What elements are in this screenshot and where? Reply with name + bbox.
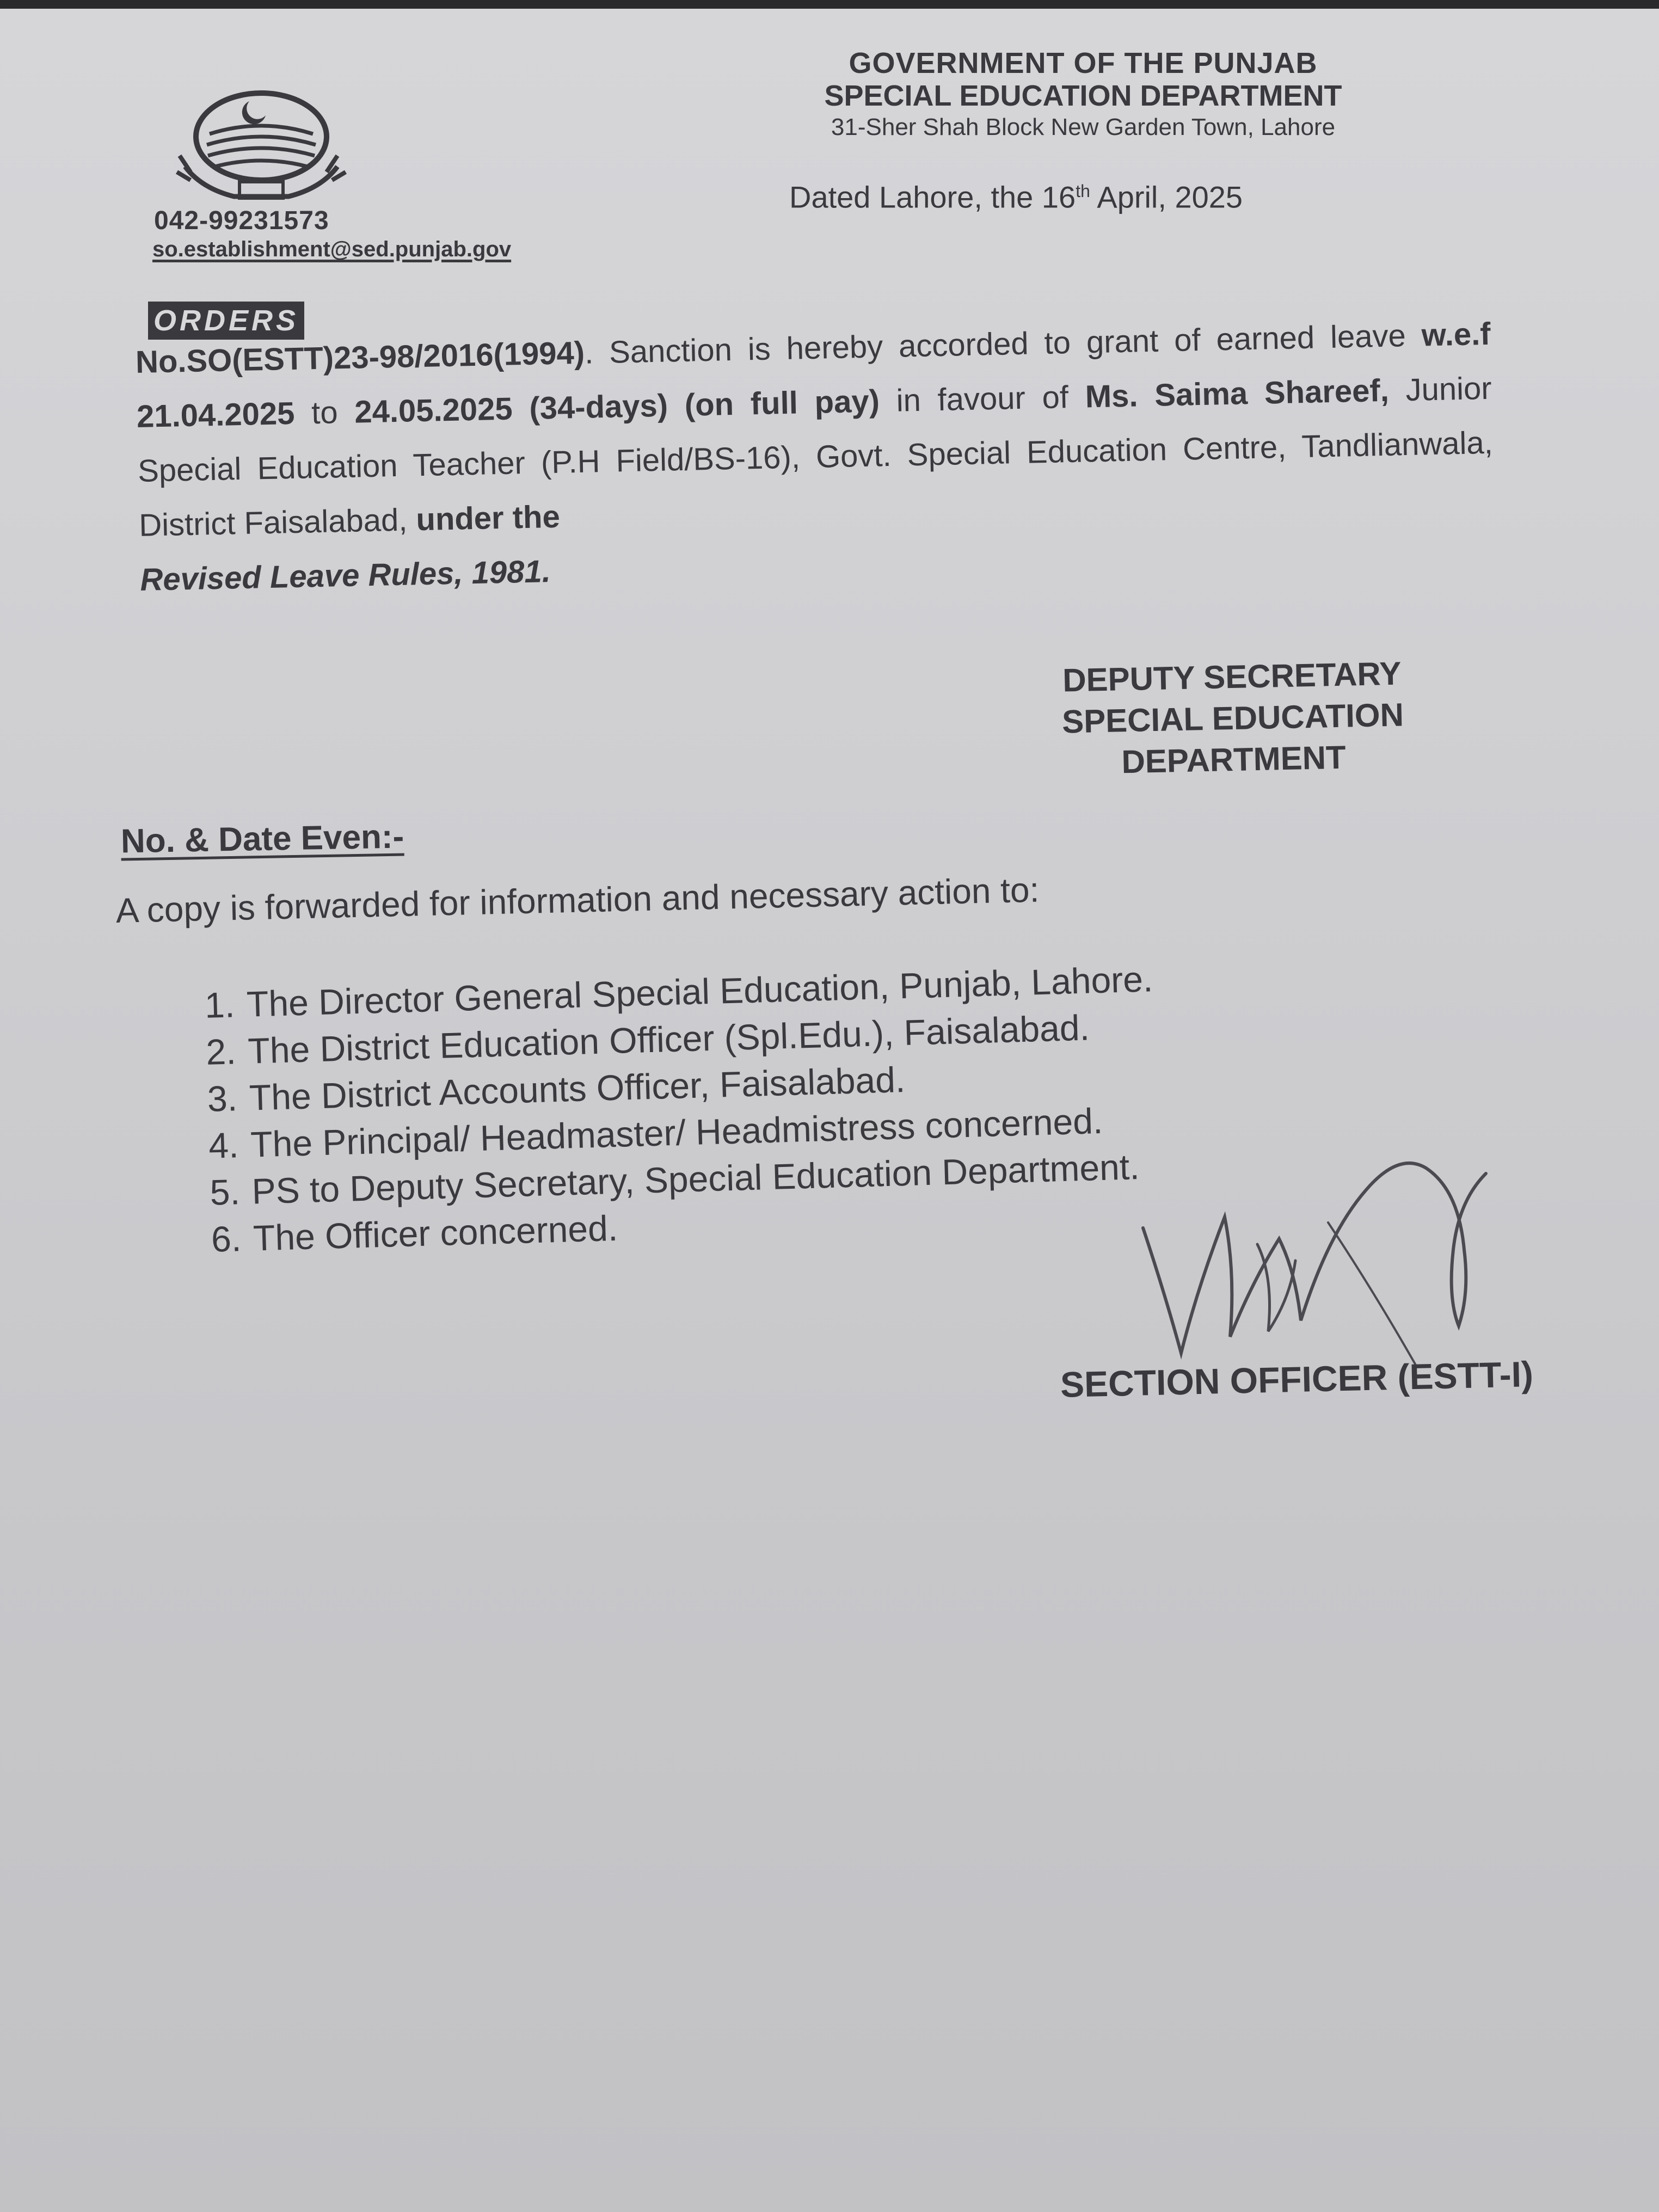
order-paragraph: No.SO(ESTT)23-98/2016(1994). Sanction is hereby accorded to grant of earned leave w.e.f 21.04.2025 to 24.05.2025 (34-days) (on full pay) in favour of Ms. Saima Shareef, Junior Special Education Teacher (P.H Field/BS-16), Govt. Special Education Centre, Tandlianwala, District Faisalabad, under the Revised Leave Rules, 1981.: [135, 316, 1494, 598]
photo-top-edge: [0, 0, 1659, 9]
leave-rules: Revised Leave Rules, 1981.: [139, 554, 551, 598]
signatory-block: DEPUTY SECRETARY SPECIAL EDUCATION DEPARTMENT: [1061, 655, 1404, 781]
department-title: SPECIAL EDUCATION DEPARTMENT: [824, 79, 1342, 112]
department-address: 31-Sher Shah Block New Garden Town, Lahore: [831, 114, 1336, 140]
list-item: 2. The District Education Officer (Spl.Edu.), Faisalabad.: [205, 1007, 1090, 1072]
orders-heading: ORDERS: [148, 302, 304, 340]
forward-intro: A copy is forwarded for information and necessary action to:: [115, 870, 1040, 930]
employee-name: Ms. Saima Shareef,: [1085, 372, 1390, 415]
list-item: 4. The Principal/ Headmaster/ Headmistress concerned.: [208, 1100, 1104, 1166]
section-officer-title: SECTION OFFICER (ESTT-I): [1060, 1354, 1534, 1405]
document-page: [0, 9, 1659, 2212]
no-date-even-title: No. & Date Even:-: [120, 818, 404, 861]
email-address: so.establishment@sed.punjab.gov: [152, 237, 512, 261]
government-title: GOVERNMENT OF THE PUNJAB: [849, 47, 1318, 79]
list-item: 3. The District Accounts Officer, Faisalabad.: [206, 1059, 906, 1119]
list-item: 5. PS to Deputy Secretary, Special Education Department.: [209, 1146, 1140, 1213]
order-number: No.SO(ESTT)23-98/2016(1994): [135, 335, 585, 380]
list-item: 1. The Director General Special Education, Punjab, Lahore.: [204, 958, 1154, 1025]
distribution-list: [163, 955, 1160, 1264]
phone-number: 042-99231573: [154, 206, 329, 235]
punjab-government-emblem-icon: [163, 85, 359, 210]
list-item: 6. The Officer concerned.: [211, 1207, 619, 1259]
dated-line: Dated Lahore, the 16th April, 2025: [789, 180, 1243, 214]
letterhead-block: [746, 47, 1421, 143]
